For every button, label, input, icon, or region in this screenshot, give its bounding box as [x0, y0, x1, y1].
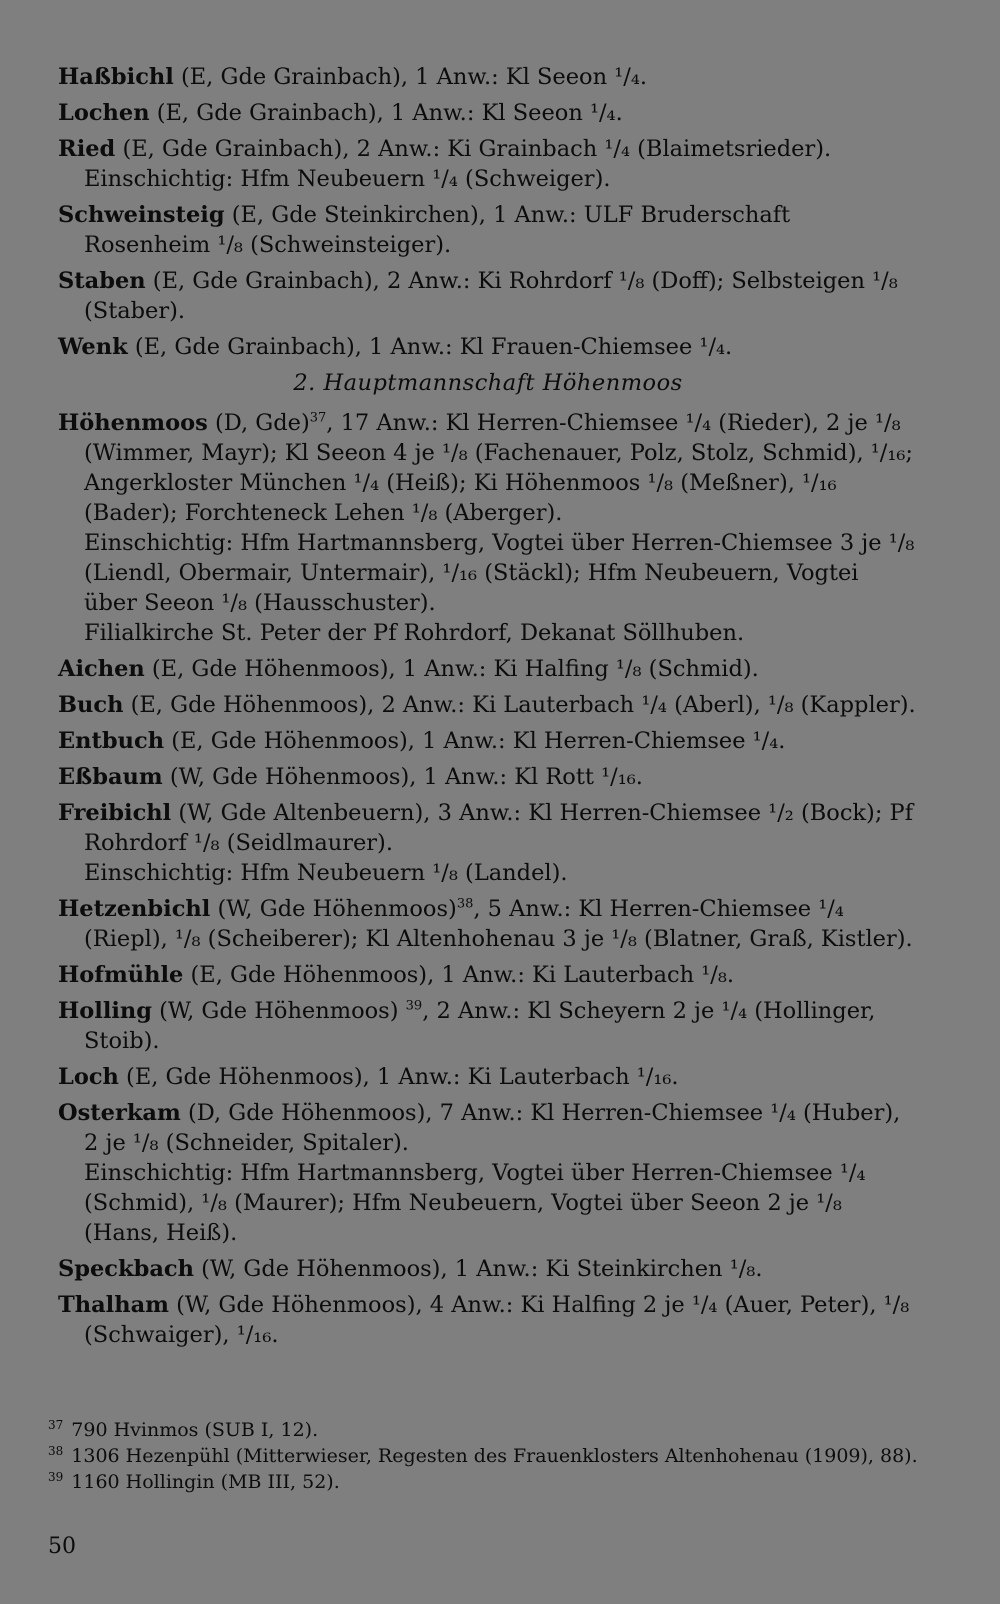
place-name: Schweinsteig	[58, 202, 225, 228]
entry-text: , 2 Anw.: Kl Scheyern 2 je ¹/₄ (Hollinger, Stoib).	[84, 998, 876, 1054]
entry-main	[58, 798, 918, 858]
entries-list-top	[58, 62, 918, 362]
entry-text: (D, Gde Höhenmoos), 7 Anw.: Kl Herren-Chiemsee ¹/₄ (Huber), 2 je ¹/₈ (Schneider, Spitaler).	[84, 1100, 901, 1156]
place-entry	[58, 98, 918, 128]
entry-main	[58, 134, 918, 164]
place-name: Osterkam	[58, 1100, 181, 1126]
entry-text: (E, Gde Grainbach), 2 Anw.: Ki Rohrdorf ¹/₈ (Doff); Selbsteigen ¹/₈ (Staber).	[84, 268, 898, 324]
place-entry	[58, 408, 918, 648]
place-entry	[58, 894, 918, 954]
entry-main	[58, 690, 918, 720]
entry-text: (E, Gde Steinkirchen), 1 Anw.: ULF Bruderschaft Rosenheim ¹/₈ (Schweinsteiger).	[84, 202, 791, 258]
page-number: 50	[48, 1534, 76, 1559]
place-name: Eßbaum	[58, 764, 163, 790]
entry-text: (W, Gde Altenbeuern), 3 Anw.: Kl Herren-Chiemsee ¹/₂ (Bock); Pf Rohrdorf ¹/₈ (Seidlmaurer).	[84, 800, 914, 856]
place-entry	[58, 690, 918, 720]
entry-main	[58, 996, 918, 1056]
entry-subline: Einschichtig: Hfm Hartmannsberg, Vogtei über Herren-Chiemsee ¹/₄ (Schmid), ¹/₈ (Maurer); Hfm Neubeuern, Vogtei über Seeon 2 je ¹/₈ (Hans, Heiß).	[84, 1160, 866, 1246]
entry-subline: Einschichtig: Hfm Hartmannsberg, Vogtei über Herren-Chiemsee 3 je ¹/₈ (Liendl, Obermair, Untermair), ¹/₁₆ (Stäckl); Hfm Neubeuern, Vogtei über Seeon ¹/₈ (Hausschuster).	[84, 530, 915, 616]
place-name: Freibichl	[58, 800, 172, 826]
entry-text: (E, Gde Höhenmoos), 2 Anw.: Ki Lauterbach ¹/₄ (Aberl), ¹/₈ (Kappler).	[123, 692, 916, 718]
entry-qualifier: (W, Gde Höhenmoos)	[152, 998, 406, 1024]
entry-main	[58, 332, 918, 362]
place-entry	[58, 200, 918, 260]
entry-text: , 17 Anw.: Kl Herren-Chiemsee ¹/₄ (Rieder), 2 je ¹/₈ (Wimmer, Mayr); Kl Seeon 4 je ¹/₈ (Fachenauer, Polz, Stolz, Schmid), ¹/₁₆; Angerkloster München ¹/₄ (Heiß); Ki Höhenmoos ¹/₈ (Meßner), ¹/₁₆ (Bader); Forchteneck Lehen ¹/₈ (Aberger).	[84, 410, 913, 526]
place-entry	[58, 266, 918, 326]
place-name: Staben	[58, 268, 146, 294]
entry-text: , 5 Anw.: Kl Herren-Chiemsee ¹/₄ (Riepl), ¹/₈ (Scheiberer); Kl Altenhohenau 3 je ¹/₈ (Blatner, Graß, Kistler).	[84, 896, 913, 952]
place-name: Hofmühle	[58, 962, 184, 988]
entries-column	[58, 62, 918, 1356]
entry-main	[58, 62, 918, 92]
entry-text: (E, Gde Grainbach), 1 Anw.: Kl Seeon ¹/₄.	[173, 64, 647, 90]
place-name: Ried	[58, 136, 116, 162]
footnote-ref: 38	[456, 896, 474, 912]
footnote-number: 39	[48, 1469, 64, 1484]
place-name: Buch	[58, 692, 124, 718]
place-entry	[58, 62, 918, 92]
entry-main	[58, 1254, 918, 1284]
entry-main	[58, 726, 918, 756]
place-entry	[58, 726, 918, 756]
place-entry	[58, 1062, 918, 1092]
place-entry	[58, 1098, 918, 1248]
entry-main	[58, 266, 918, 326]
place-name: Höhenmoos	[58, 410, 208, 436]
place-entry	[58, 798, 918, 888]
footnote	[48, 1444, 918, 1468]
place-name: Haßbichl	[58, 64, 174, 90]
place-name: Entbuch	[58, 728, 165, 754]
footnote	[48, 1418, 918, 1442]
place-name: Holling	[58, 998, 152, 1024]
entry-text: (W, Gde Höhenmoos), 1 Anw.: Ki Steinkirchen ¹/₈.	[193, 1256, 763, 1282]
entry-text: (W, Gde Höhenmoos), 4 Anw.: Ki Halfing 2 je ¹/₄ (Auer, Peter), ¹/₈ (Schwaiger), ¹/₁₆.	[84, 1292, 910, 1348]
entry-main	[58, 98, 918, 128]
entry-text: (E, Gde Höhenmoos), 1 Anw.: Ki Lauterbach ¹/₈.	[183, 962, 735, 988]
place-entry	[58, 654, 918, 684]
place-name: Hetzenbichl	[58, 896, 211, 922]
footnote-text: 1160 Hollingin (MB III, 52).	[71, 1471, 340, 1493]
place-name: Loch	[58, 1064, 119, 1090]
place-entry	[58, 332, 918, 362]
place-name: Thalham	[58, 1292, 169, 1318]
place-entry	[58, 762, 918, 792]
footnotes	[48, 1418, 918, 1496]
entry-main	[58, 1098, 918, 1158]
entries-list-bottom	[58, 408, 918, 1350]
entry-main	[58, 1290, 918, 1350]
entry-qualifier: (D, Gde)	[207, 410, 310, 436]
footnote-number: 38	[48, 1443, 64, 1458]
entry-text: (E, Gde Höhenmoos), 1 Anw.: Kl Herren-Chiemsee ¹/₄.	[164, 728, 786, 754]
entry-main	[58, 894, 918, 954]
place-name: Lochen	[58, 100, 150, 126]
footnote-number: 37	[48, 1417, 64, 1432]
entry-main	[58, 762, 918, 792]
entry-text: (E, Gde Grainbach), 2 Anw.: Ki Grainbach ¹/₄ (Blaimetsrieder).	[115, 136, 832, 162]
entry-subline: Einschichtig: Hfm Neubeuern ¹/₄ (Schweiger).	[84, 166, 611, 192]
entry-main	[58, 960, 918, 990]
place-name: Speckbach	[58, 1256, 194, 1282]
place-entry	[58, 1290, 918, 1350]
entry-subline: Filialkirche St. Peter der Pf Rohrdorf, Dekanat Söllhuben.	[84, 620, 745, 646]
entry-main	[58, 200, 918, 260]
entry-main	[58, 654, 918, 684]
entry-text: (E, Gde Grainbach), 1 Anw.: Kl Seeon ¹/₄.	[149, 100, 623, 126]
place-entry	[58, 134, 918, 194]
footnote-text: 790 Hvinmos (SUB I, 12).	[71, 1419, 319, 1441]
place-entry	[58, 996, 918, 1056]
entry-main	[58, 408, 918, 528]
entry-main	[58, 1062, 918, 1092]
place-name: Aichen	[58, 656, 145, 682]
entry-subline: Einschichtig: Hfm Neubeuern ¹/₈ (Landel).	[84, 860, 568, 886]
place-name: Wenk	[58, 334, 128, 360]
footnote-ref: 39	[405, 998, 423, 1014]
entry-text: (E, Gde Grainbach), 1 Anw.: Kl Frauen-Chiemsee ¹/₄.	[127, 334, 733, 360]
footnote	[48, 1470, 918, 1494]
entry-text: (W, Gde Höhenmoos), 1 Anw.: Kl Rott ¹/₁₆.	[162, 764, 643, 790]
entry-text: (E, Gde Höhenmoos), 1 Anw.: Ki Lauterbach ¹/₁₆.	[118, 1064, 679, 1090]
section-heading: 2. Hauptmannschaft Höhenmoos	[293, 370, 683, 396]
place-entry	[58, 1254, 918, 1284]
entry-qualifier: (W, Gde Höhenmoos)	[210, 896, 457, 922]
place-entry	[58, 960, 918, 990]
footnote-ref: 37	[309, 410, 327, 426]
entry-text: (E, Gde Höhenmoos), 1 Anw.: Ki Halfing ¹/₈ (Schmid).	[144, 656, 759, 682]
footnote-text: 1306 Hezenpühl (Mitterwieser, Regesten des Frauenklosters Altenhohenau (1909), 88).	[71, 1445, 918, 1467]
